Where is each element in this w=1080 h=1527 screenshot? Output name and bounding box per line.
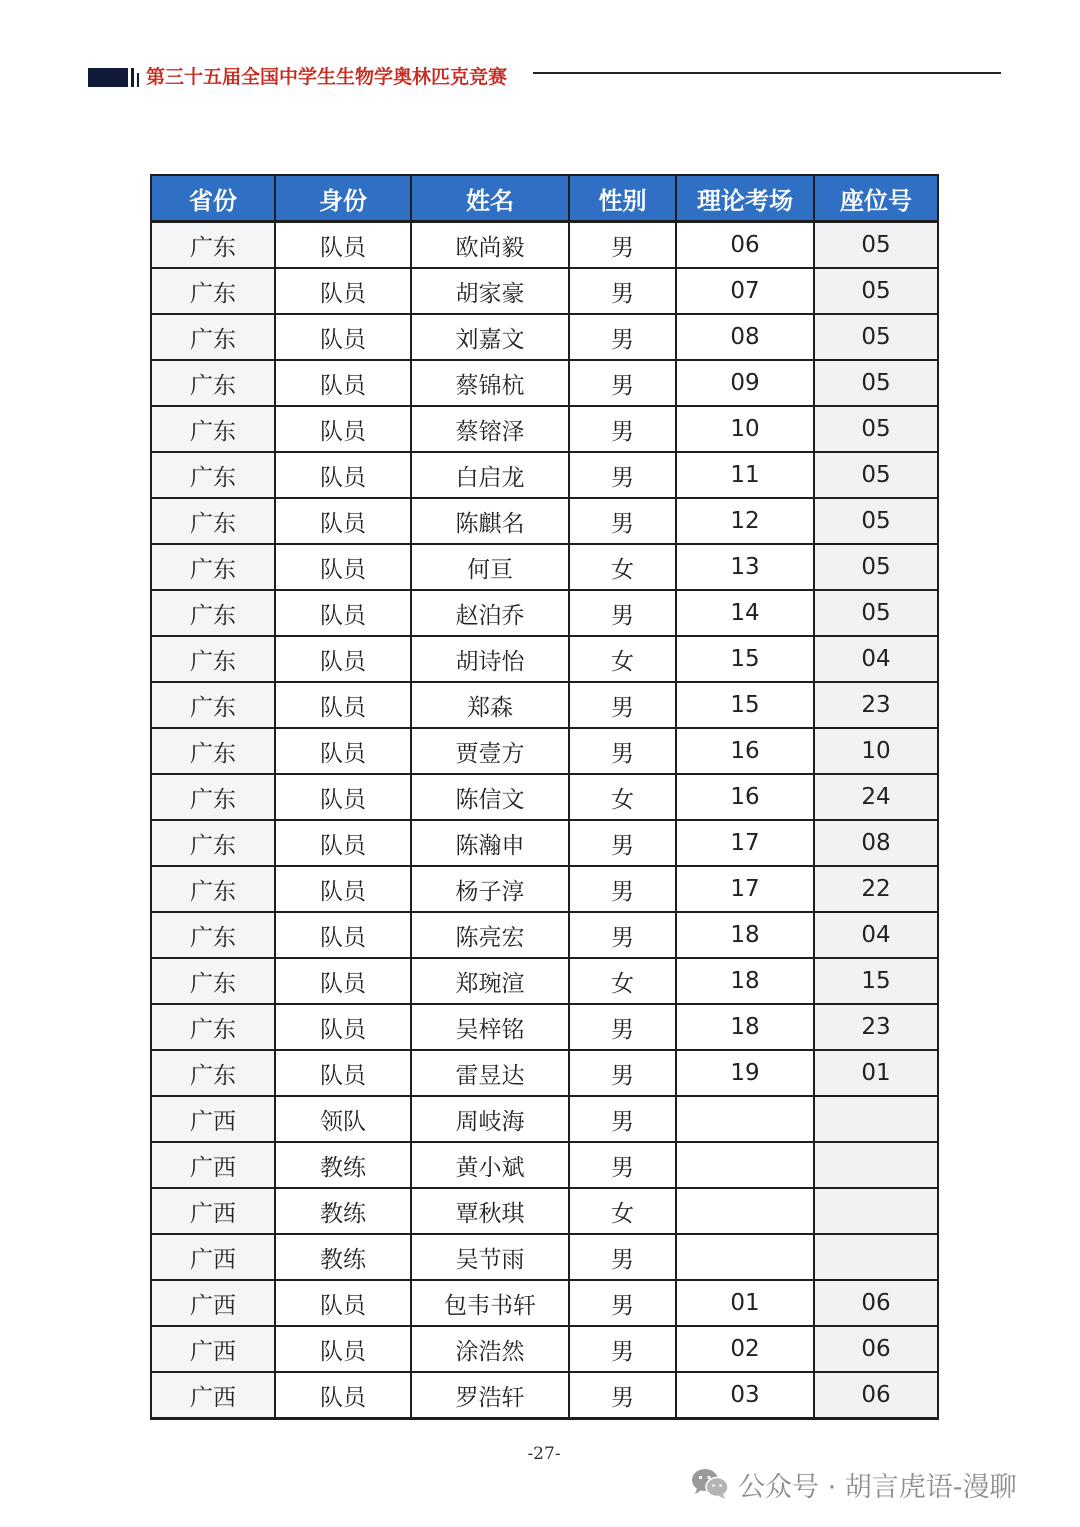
table-row — [151, 866, 938, 912]
cell-gender: 男 — [569, 866, 676, 912]
cell-gender: 女 — [569, 774, 676, 820]
cell-province: 广西 — [151, 1372, 275, 1419]
cell-name: 何亘 — [411, 544, 569, 590]
cell-role: 队员 — [275, 590, 411, 636]
cell-gender: 男 — [569, 1004, 676, 1050]
cell-seat-number — [814, 1142, 938, 1188]
cell-name: 陈信文 — [411, 774, 569, 820]
cell-province: 广东 — [151, 636, 275, 682]
cell-role: 队员 — [275, 866, 411, 912]
cell-gender: 男 — [569, 912, 676, 958]
cell-role: 队员 — [275, 1326, 411, 1372]
cell-gender: 女 — [569, 636, 676, 682]
cell-role: 队员 — [275, 452, 411, 498]
cell-role: 教练 — [275, 1188, 411, 1234]
cell-province: 广东 — [151, 268, 275, 314]
table-row — [151, 820, 938, 866]
cell-name: 郑琬渲 — [411, 958, 569, 1004]
cell-role: 队员 — [275, 406, 411, 452]
column-header-province: 省份 — [151, 175, 275, 222]
cell-role: 教练 — [275, 1234, 411, 1280]
table-row — [151, 1326, 938, 1372]
cell-gender: 男 — [569, 1096, 676, 1142]
cell-province: 广西 — [151, 1234, 275, 1280]
cell-role: 队员 — [275, 958, 411, 1004]
cell-province: 广东 — [151, 360, 275, 406]
table-row — [151, 360, 938, 406]
cell-seat-number — [814, 1234, 938, 1280]
cell-name: 白启龙 — [411, 452, 569, 498]
cell-role: 队员 — [275, 728, 411, 774]
cell-name: 胡家豪 — [411, 268, 569, 314]
cell-seat-number: 06 — [814, 1326, 938, 1372]
cell-province: 广东 — [151, 406, 275, 452]
cell-seat-number: 06 — [814, 1280, 938, 1326]
table-row — [151, 268, 938, 314]
cell-province: 广东 — [151, 774, 275, 820]
cell-exam-room — [676, 1234, 814, 1280]
cell-name: 雷昱达 — [411, 1050, 569, 1096]
cell-role: 队员 — [275, 1004, 411, 1050]
cell-seat-number: 05 — [814, 452, 938, 498]
table-row — [151, 1142, 938, 1188]
cell-name: 贾壹方 — [411, 728, 569, 774]
page-header — [88, 64, 1003, 92]
cell-exam-room: 17 — [676, 820, 814, 866]
cell-province: 广东 — [151, 590, 275, 636]
cell-exam-room — [676, 1142, 814, 1188]
cell-province: 广东 — [151, 314, 275, 360]
table-row — [151, 314, 938, 360]
cell-gender: 男 — [569, 1280, 676, 1326]
cell-seat-number: 10 — [814, 728, 938, 774]
table-row — [151, 728, 938, 774]
cell-province: 广东 — [151, 452, 275, 498]
cell-name: 陈亮宏 — [411, 912, 569, 958]
cell-name: 罗浩轩 — [411, 1372, 569, 1419]
cell-role: 队员 — [275, 1050, 411, 1096]
cell-exam-room: 16 — [676, 728, 814, 774]
cell-exam-room — [676, 1096, 814, 1142]
table-row — [151, 682, 938, 728]
cell-name: 蔡锦杭 — [411, 360, 569, 406]
cell-role: 队员 — [275, 498, 411, 544]
cell-name: 覃秋琪 — [411, 1188, 569, 1234]
cell-province: 广东 — [151, 866, 275, 912]
cell-province: 广西 — [151, 1326, 275, 1372]
watermark — [690, 1464, 1017, 1504]
cell-exam-room: 18 — [676, 912, 814, 958]
cell-gender: 男 — [569, 498, 676, 544]
cell-exam-room: 18 — [676, 1004, 814, 1050]
cell-exam-room: 19 — [676, 1050, 814, 1096]
cell-gender: 男 — [569, 360, 676, 406]
cell-seat-number: 06 — [814, 1372, 938, 1419]
cell-gender: 男 — [569, 452, 676, 498]
table-row — [151, 498, 938, 544]
cell-province: 广东 — [151, 1004, 275, 1050]
cell-role: 队员 — [275, 1372, 411, 1419]
cell-name: 杨子淳 — [411, 866, 569, 912]
cell-seat-number: 23 — [814, 1004, 938, 1050]
cell-seat-number — [814, 1188, 938, 1234]
cell-province: 广东 — [151, 498, 275, 544]
cell-name: 刘嘉文 — [411, 314, 569, 360]
wechat-icon — [690, 1467, 730, 1501]
cell-gender: 女 — [569, 958, 676, 1004]
cell-seat-number: 15 — [814, 958, 938, 1004]
cell-name: 胡诗怡 — [411, 636, 569, 682]
cell-exam-room: 03 — [676, 1372, 814, 1419]
header-rule — [533, 72, 1001, 74]
cell-gender: 男 — [569, 682, 676, 728]
cell-exam-room: 06 — [676, 222, 814, 269]
table-row — [151, 912, 938, 958]
cell-seat-number: 22 — [814, 866, 938, 912]
header-decor-bar — [137, 73, 139, 87]
cell-gender: 男 — [569, 222, 676, 269]
cell-province: 广西 — [151, 1096, 275, 1142]
cell-exam-room: 17 — [676, 866, 814, 912]
header-decor-block — [88, 68, 128, 87]
cell-gender: 女 — [569, 544, 676, 590]
cell-exam-room: 07 — [676, 268, 814, 314]
cell-province: 广西 — [151, 1142, 275, 1188]
cell-name: 蔡镕泽 — [411, 406, 569, 452]
header-title: 第三十五届全国中学生生物学奥林匹克竞赛 — [146, 66, 508, 88]
cell-seat-number: 05 — [814, 314, 938, 360]
cell-gender: 男 — [569, 728, 676, 774]
cell-province: 广东 — [151, 544, 275, 590]
column-header-gender: 性别 — [569, 175, 676, 222]
cell-name: 陈麒名 — [411, 498, 569, 544]
table-row — [151, 590, 938, 636]
cell-seat-number: 05 — [814, 268, 938, 314]
table-row — [151, 1096, 938, 1142]
cell-exam-room: 12 — [676, 498, 814, 544]
roster-table — [150, 174, 939, 1420]
table-body — [151, 222, 938, 1419]
cell-province: 广东 — [151, 820, 275, 866]
page-number: -27- — [527, 1444, 561, 1464]
table-row — [151, 1280, 938, 1326]
table-row — [151, 1372, 938, 1419]
table-row — [151, 1004, 938, 1050]
cell-role: 队员 — [275, 544, 411, 590]
cell-exam-room: 11 — [676, 452, 814, 498]
cell-role: 队员 — [275, 268, 411, 314]
cell-province: 广西 — [151, 1188, 275, 1234]
table-row — [151, 774, 938, 820]
cell-seat-number: 05 — [814, 222, 938, 269]
cell-province: 广东 — [151, 222, 275, 269]
cell-name: 陈瀚申 — [411, 820, 569, 866]
cell-role: 队员 — [275, 1280, 411, 1326]
cell-seat-number: 05 — [814, 544, 938, 590]
cell-seat-number: 24 — [814, 774, 938, 820]
cell-exam-room: 14 — [676, 590, 814, 636]
cell-exam-room: 15 — [676, 682, 814, 728]
cell-name: 黄小斌 — [411, 1142, 569, 1188]
table-row — [151, 406, 938, 452]
table-row — [151, 222, 938, 269]
column-header-seat-number: 座位号 — [814, 175, 938, 222]
table-row — [151, 1050, 938, 1096]
cell-seat-number: 05 — [814, 590, 938, 636]
cell-name: 周岐海 — [411, 1096, 569, 1142]
cell-seat-number: 01 — [814, 1050, 938, 1096]
table-row — [151, 636, 938, 682]
cell-role: 队员 — [275, 682, 411, 728]
cell-seat-number: 05 — [814, 498, 938, 544]
cell-exam-room: 09 — [676, 360, 814, 406]
cell-seat-number: 05 — [814, 360, 938, 406]
cell-name: 吴梓铭 — [411, 1004, 569, 1050]
cell-gender: 女 — [569, 1188, 676, 1234]
cell-name: 包韦书轩 — [411, 1280, 569, 1326]
cell-exam-room: 02 — [676, 1326, 814, 1372]
cell-role: 队员 — [275, 820, 411, 866]
cell-exam-room: 18 — [676, 958, 814, 1004]
cell-exam-room: 01 — [676, 1280, 814, 1326]
cell-province: 广东 — [151, 728, 275, 774]
cell-seat-number — [814, 1096, 938, 1142]
cell-seat-number: 04 — [814, 636, 938, 682]
cell-province: 广东 — [151, 958, 275, 1004]
cell-name: 欧尚毅 — [411, 222, 569, 269]
table-row — [151, 958, 938, 1004]
cell-province: 广西 — [151, 1280, 275, 1326]
cell-role: 队员 — [275, 314, 411, 360]
table-row — [151, 1188, 938, 1234]
cell-role: 队员 — [275, 360, 411, 406]
cell-role: 队员 — [275, 222, 411, 269]
cell-gender: 男 — [569, 1142, 676, 1188]
cell-gender: 男 — [569, 406, 676, 452]
cell-seat-number: 04 — [814, 912, 938, 958]
cell-province: 广东 — [151, 912, 275, 958]
column-header-exam-room: 理论考场 — [676, 175, 814, 222]
header-decor-bar — [131, 68, 134, 87]
cell-name: 吴节雨 — [411, 1234, 569, 1280]
cell-seat-number: 08 — [814, 820, 938, 866]
cell-gender: 男 — [569, 314, 676, 360]
cell-name: 郑森 — [411, 682, 569, 728]
cell-exam-room: 16 — [676, 774, 814, 820]
cell-gender: 男 — [569, 1050, 676, 1096]
cell-gender: 男 — [569, 590, 676, 636]
cell-gender: 男 — [569, 1372, 676, 1419]
cell-exam-room: 15 — [676, 636, 814, 682]
cell-exam-room: 08 — [676, 314, 814, 360]
cell-exam-room — [676, 1188, 814, 1234]
column-header-role: 身份 — [275, 175, 411, 222]
cell-name: 赵泊乔 — [411, 590, 569, 636]
cell-seat-number: 05 — [814, 406, 938, 452]
table-row — [151, 452, 938, 498]
watermark-text: 公众号 · 胡言虎语-漫聊 — [738, 1471, 1017, 1503]
cell-role: 队员 — [275, 774, 411, 820]
cell-role: 领队 — [275, 1096, 411, 1142]
cell-role: 教练 — [275, 1142, 411, 1188]
cell-role: 队员 — [275, 636, 411, 682]
table-row — [151, 544, 938, 590]
cell-gender: 男 — [569, 820, 676, 866]
cell-gender: 男 — [569, 1326, 676, 1372]
cell-name: 涂浩然 — [411, 1326, 569, 1372]
column-header-name: 姓名 — [411, 175, 569, 222]
cell-exam-room: 13 — [676, 544, 814, 590]
table-header-row — [151, 175, 938, 222]
cell-gender: 男 — [569, 268, 676, 314]
cell-province: 广东 — [151, 1050, 275, 1096]
cell-province: 广东 — [151, 682, 275, 728]
cell-seat-number: 23 — [814, 682, 938, 728]
cell-role: 队员 — [275, 912, 411, 958]
table-row — [151, 1234, 938, 1280]
cell-exam-room: 10 — [676, 406, 814, 452]
cell-gender: 男 — [569, 1234, 676, 1280]
